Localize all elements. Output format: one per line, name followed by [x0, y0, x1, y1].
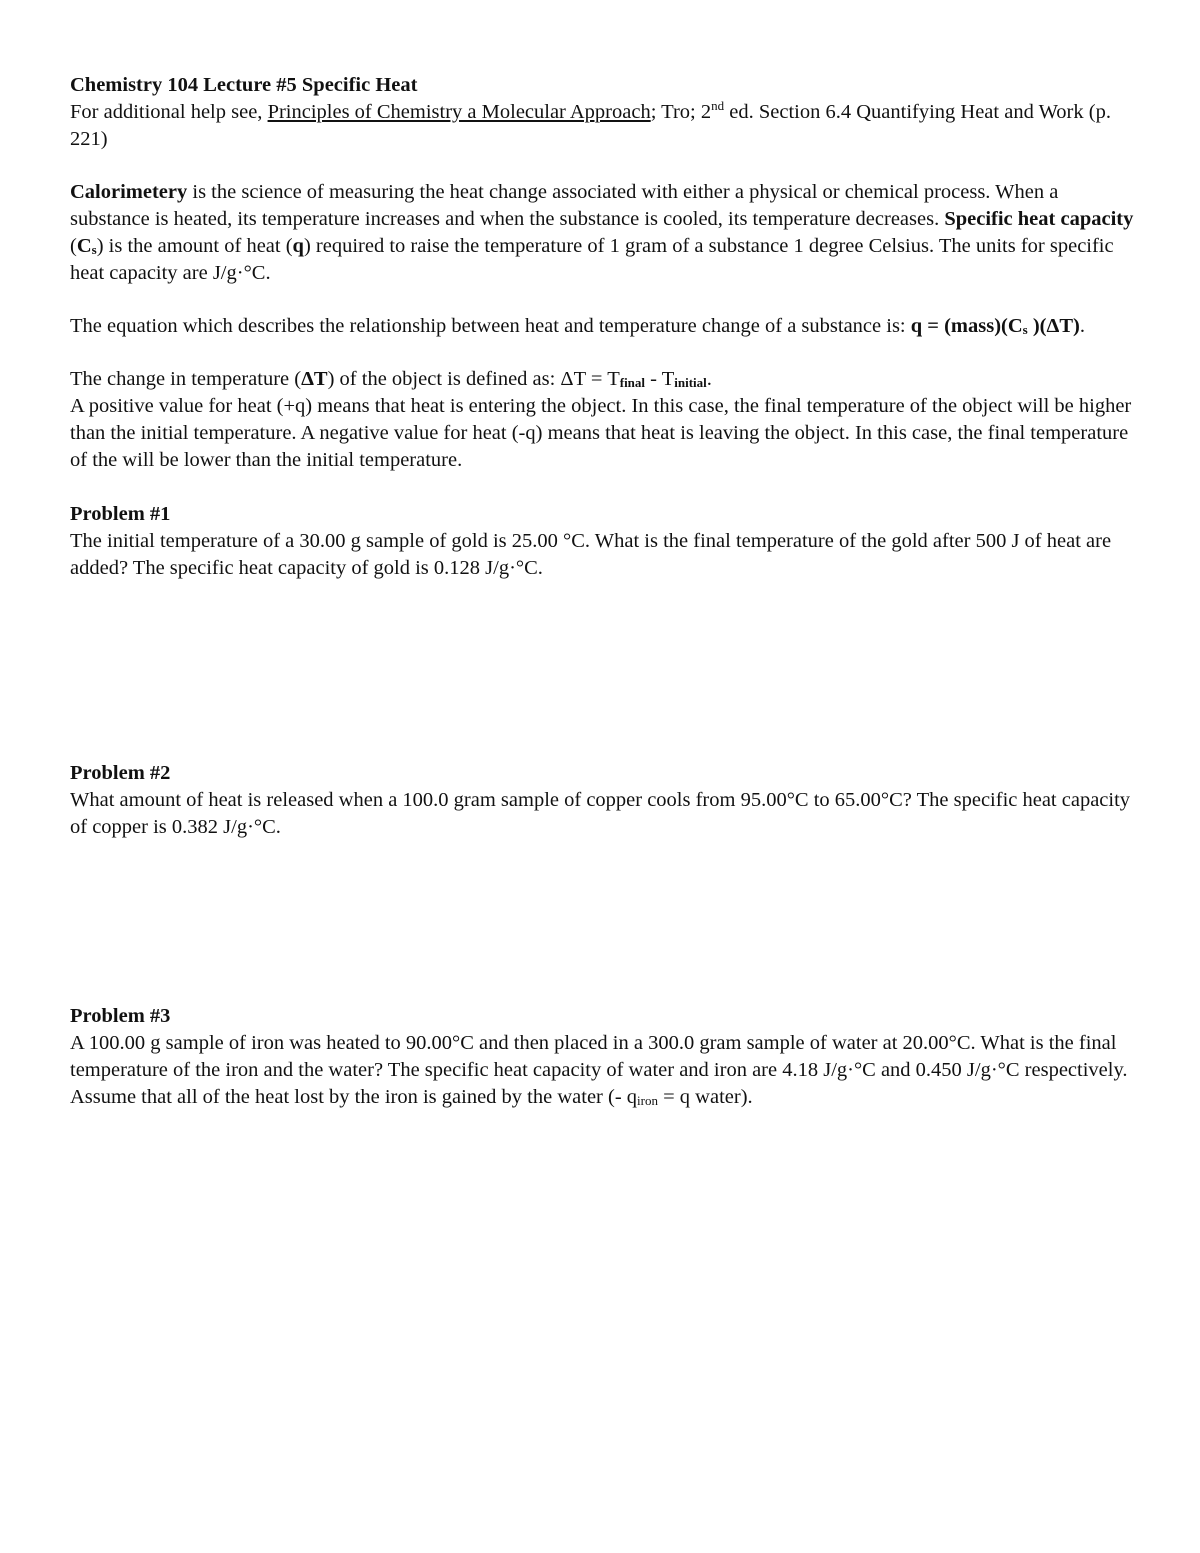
- problem-2-heading: Problem #2: [70, 762, 171, 784]
- shc-close: ) is the amount of heat (: [96, 235, 293, 257]
- problem-1-heading: Problem #1: [70, 503, 171, 525]
- problem-2-work-space: [70, 841, 1140, 1003]
- delta-t-paragraph: [70, 366, 1140, 474]
- problem-1-work-space: [70, 582, 1140, 760]
- problem-3-text-b: = q water).: [657, 1086, 753, 1108]
- equation-paragraph: [70, 313, 1140, 340]
- header: [70, 72, 1140, 153]
- equation-text: The equation which describes the relationship between heat and temperature change of a substance is:: [70, 315, 911, 337]
- shc-text: ) required to raise the temperature of 1 gram of a substance 1 degree Celsius. The units for specific heat capacity are J/g·°C.: [70, 235, 1114, 284]
- delta-t-symbol: ΔT: [301, 368, 328, 390]
- problem-2-text: What amount of heat is released when a 100.0 gram sample of copper cools from 95.00°C to 65.00°C? The specific heat capacity of copper is 0.382 J/g·°C.: [70, 789, 1131, 838]
- heat-sign-text: A positive value for heat (+q) means that heat is entering the object. In this case, the final temperature of the object will be higher than the initial temperature. A negative value for heat (-q) means that heat is leaving the object. In this case, the final temperature of the will be lower than the initial temperature.: [70, 395, 1132, 471]
- t-initial-sub: initial: [674, 375, 707, 390]
- problem-3-text-a: A 100.00 g sample of iron was heated to 90.00°C and then placed in a 300.0 gram sample of water at 20.00°C. What is the final temperature of the iron and the water? The specific heat capacity of water and iron are 4.18 J/g·°C and 0.450 J/g·°C respectively. Assume that all of the heat lost by the iron is gained by the water (- q: [70, 1032, 1128, 1108]
- equation-formula-sub: s: [1022, 322, 1028, 337]
- help-suffix: ed. Section 6.4 Quantifying Heat and Work (p. 221): [70, 101, 1111, 150]
- iron-sub: iron: [637, 1093, 658, 1108]
- calorimetry-text: is the science of measuring the heat change associated with either a physical or chemical process. When a substance is heated, its temperature increases and when the substance is cooled, its temperature decreases.: [70, 181, 1059, 230]
- problem-2: [70, 760, 1140, 841]
- book-title: Principles of Chemistry a Molecular Approach: [267, 101, 651, 123]
- heat-symbol: q: [292, 235, 304, 257]
- equation-formula-a: q = (mass)(C: [910, 315, 1023, 337]
- document-page: [70, 72, 1140, 1111]
- delta-t-minus: - T: [645, 368, 675, 390]
- problem-1: [70, 501, 1140, 582]
- t-final-sub: final: [619, 375, 646, 390]
- equation-end: .: [1079, 315, 1085, 337]
- shc-term: Specific heat capacity: [944, 208, 1134, 230]
- delta-t-text-a: The change in temperature (: [70, 368, 302, 390]
- shc-open: (: [70, 235, 77, 257]
- shc-symbol-sub: s: [91, 242, 97, 257]
- problem-1-text: The initial temperature of a 30.00 g sample of gold is 25.00 °C. What is the final temperature of the gold after 500 J of heat are added? The specific heat capacity of gold is 0.128 J/g·°C.: [70, 530, 1112, 579]
- shc-symbol: C: [76, 235, 92, 257]
- intro-paragraph: [70, 179, 1140, 287]
- problem-3-heading: Problem #3: [70, 1005, 171, 1027]
- equation-formula-b: )(ΔT): [1027, 315, 1080, 337]
- problem-3: [70, 1003, 1140, 1111]
- edition-superscript: nd: [711, 98, 725, 113]
- calorimetry-term: Calorimetery: [70, 181, 188, 203]
- help-author: ; Tro; 2: [650, 101, 712, 123]
- help-prefix: For additional help see,: [70, 101, 268, 123]
- delta-t-text-b: ) of the object is defined as: ΔT = T: [327, 368, 620, 390]
- delta-t-end: .: [706, 368, 712, 390]
- document-title: Chemistry 104 Lecture #5 Specific Heat: [70, 74, 418, 96]
